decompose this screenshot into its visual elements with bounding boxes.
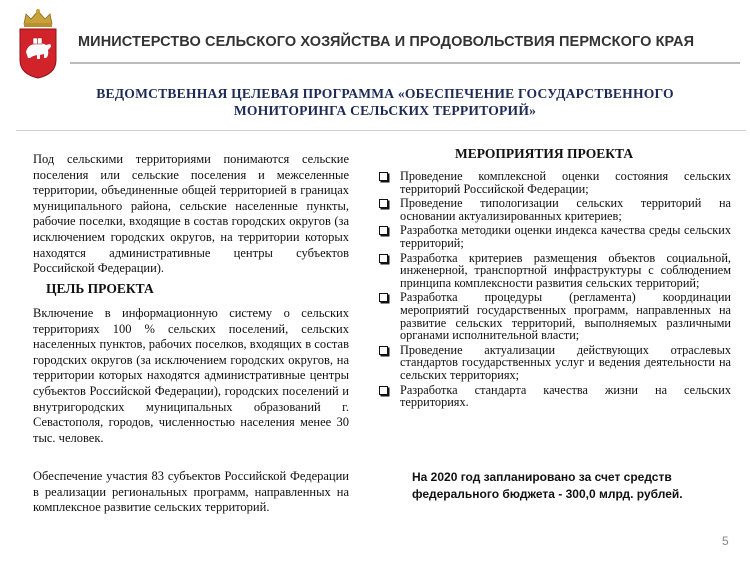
checkbox-bullet-icon: [379, 346, 388, 355]
participation-text: Обеспечение участия 83 субъектов Российской Федерации в реализации региональных программ, направленных на комплексное развитие сельских территорий.: [33, 469, 349, 515]
budget-line-2: федерального бюджета - 300,0 млрд. рублей.: [412, 487, 683, 501]
budget-note: [412, 469, 742, 503]
list-item: Разработка методики оценки индекса качества среды сельских территорий;: [378, 224, 731, 249]
list-item: Разработка стандарта качества жизни на сельских территориях.: [378, 384, 731, 409]
list-item: Проведение актуализации действующих отраслевых стандартов государственных услуг и ведения деятельности на сельских территориях;: [378, 344, 731, 382]
checkbox-bullet-icon: [379, 386, 388, 395]
checkbox-bullet-icon: [379, 293, 388, 302]
events-list: [378, 170, 731, 411]
goal-text: Включение в информационную систему о сельских территориях 100 % сельских поселений, сельских населенных пунктов, рабочих поселков, входящих в состав городских округов (за исключением городских округов, на территории которых находятся административные центры субъектов Российской Федерации), городских поселений и внутригородских муниципальных образований г. Севастополя, городов, численностью населения менее 30 тыс. человек.: [33, 306, 349, 445]
list-item: Проведение комплексной оценки состояния сельских территорий Российской Федерации;: [378, 170, 731, 195]
goal-heading: ЦЕЛЬ ПРОЕКТА: [46, 281, 154, 296]
checkbox-bullet-icon: [379, 172, 388, 181]
ministry-title: МИНИСТЕРСТВО СЕЛЬСКОГО ХОЗЯЙСТВА И ПРОДОВОЛЬСТВИЯ ПЕРМСКОГО КРАЯ: [78, 34, 695, 50]
program-title-line-1: ВЕДОМСТВЕННАЯ ЦЕЛЕВАЯ ПРОГРАММА «ОБЕСПЕЧЕНИЕ ГОСУДАРСТВЕННОГО: [96, 86, 674, 101]
perm-krai-coat-of-arms-icon: [16, 8, 60, 80]
title-divider: [16, 130, 746, 131]
list-item: Проведение типологизации сельских территорий на основании актуализированных критериев;: [378, 197, 731, 222]
budget-line-1: На 2020 год запланировано за счет средств: [412, 470, 672, 484]
events-heading: МЕРОПРИЯТИЯ ПРОЕКТА: [455, 146, 634, 161]
list-item: Разработка критериев размещения объектов социальной, инженерной, транспортной инфраструктуры с соблюдением принципа комплексности развития сельских территорий;: [378, 252, 731, 290]
checkbox-bullet-icon: [379, 199, 388, 208]
program-title-line-2: МОНИТОРИНГА СЕЛЬСКИХ ТЕРРИТОРИЙ»: [233, 103, 537, 118]
checkbox-bullet-icon: [379, 226, 388, 235]
page-number: 5: [722, 534, 729, 548]
program-title: [40, 85, 730, 119]
list-item: Разработка процедуры (регламента) координации мероприятий государственных программ, направленных на развитие сельских территорий, выполняемых различными органами исполнительной власти;: [378, 291, 731, 341]
header-divider: [70, 62, 740, 64]
checkbox-bullet-icon: [379, 254, 388, 263]
rural-territories-definition: Под сельскими территориями понимаются сельские поселения или сельские поселения и межселенные территории, объединенные общей территорией в границах муниципального района, сельские населенные пункты, рабочие поселки, входящие в состав городских округов (за исключением городских округов, на территории которых находятся административные центры субъектов Российской Федерации).: [33, 152, 349, 276]
